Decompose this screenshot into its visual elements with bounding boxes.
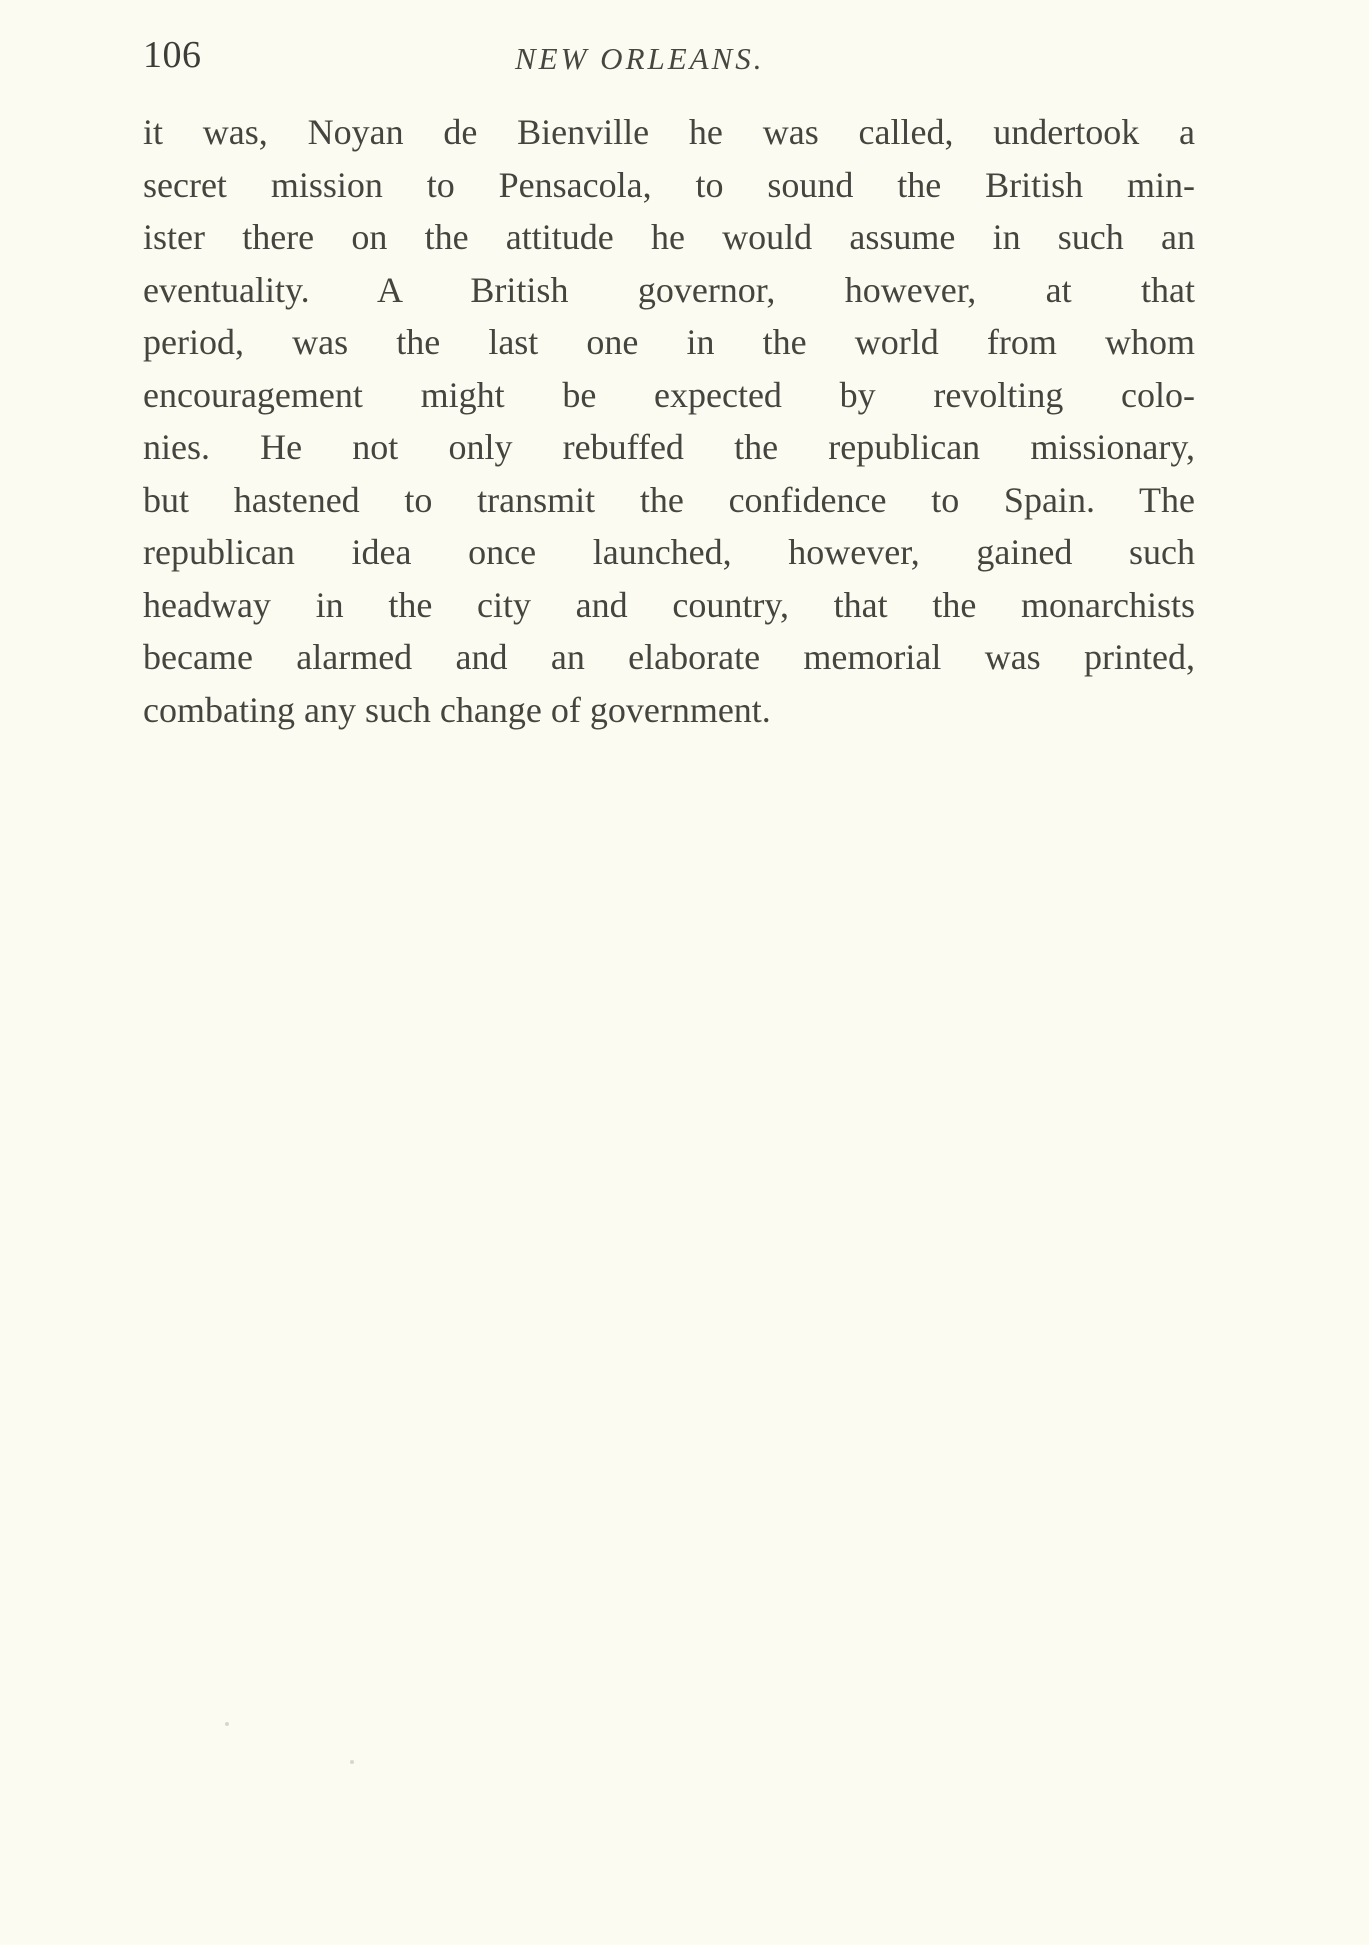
text-line: eventuality. A British governor, however, at that xyxy=(143,269,1195,310)
text-line: secret mission to Pensacola, to sound the British min- xyxy=(143,164,1195,205)
text-line: became alarmed and an elaborate memorial was printed, xyxy=(143,637,1195,677)
running-head xyxy=(143,30,1193,80)
page-number: 106 xyxy=(143,34,202,76)
text-line: headway in the city and country, that the monarchists xyxy=(143,584,1195,625)
running-title: NEW ORLEANS. xyxy=(515,41,765,76)
text-line: nies. He not only rebuffed the republican missionary, xyxy=(143,427,1195,467)
text-line: encouragement might be expected by revolting colo- xyxy=(143,374,1195,415)
text-line: ister there on the attitude he would assume in such an xyxy=(143,217,1195,257)
text-line: combating any such change of government. xyxy=(143,689,771,730)
body-paragraph xyxy=(143,106,1195,736)
paper-speck xyxy=(350,1760,354,1764)
paper-speck xyxy=(225,1722,229,1726)
text-line: period, was the last one in the world from whom xyxy=(143,322,1195,362)
text-line: it was, Noyan de Bienville he was called, undertook a xyxy=(143,112,1195,152)
text-line: but hastened to transmit the confidence to Spain. The xyxy=(143,479,1195,520)
text-line: republican idea once launched, however, gained such xyxy=(143,532,1195,572)
